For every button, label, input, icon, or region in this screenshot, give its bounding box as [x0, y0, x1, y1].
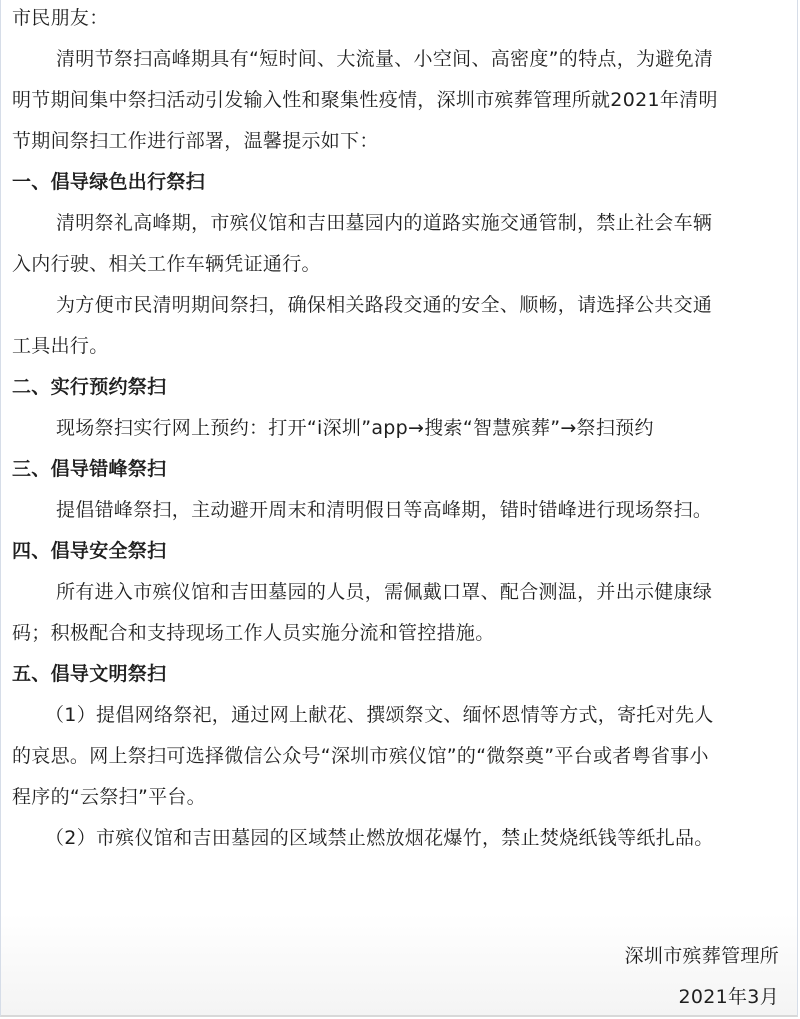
section-1-para-2-line-1: 为方便市民清明期间祭扫，确保相关路段交通的安全、顺畅，请选择公共交通 [56, 294, 713, 316]
section-5-heading: 五、倡导文明祭扫 [12, 663, 167, 685]
section-4-para-1-line-1: 所有进入市殡仪馆和吉田墓园的人员，需佩戴口罩、配合测温，并出示健康绿 [56, 581, 713, 603]
intro-line-3: 节期间祭扫工作进行部署，温馨提示如下： [12, 130, 379, 152]
section-4-heading: 四、倡导安全祭扫 [12, 540, 167, 562]
section-1-heading: 一、倡导绿色出行祭扫 [12, 171, 206, 193]
section-1-para-1-line-2: 入内行驶、相关工作车辆凭证通行。 [12, 253, 321, 275]
section-5-para-2: （2）市殡仪馆和吉田墓园的区域禁止燃放烟花爆竹，禁止焚烧纸钱等纸扎品。 [45, 827, 714, 849]
section-3-para-1: 提倡错峰祭扫，主动避开周末和清明假日等高峰期，错时错峰进行现场祭扫。 [56, 499, 713, 521]
section-2-heading: 二、实行预约祭扫 [12, 376, 167, 398]
section-4-para-1-line-2: 码；积极配合和支持现场工作人员实施分流和管控措施。 [12, 622, 495, 644]
greeting: 市民朋友： [12, 7, 109, 29]
section-5-para-1-line-2: 的哀思。网上祭扫可选择微信公众号“深圳市殡仪馆”的“微祭奠”平台或者粤省事小 [12, 745, 709, 767]
section-5-para-1-line-3: 程序的“云祭扫”平台。 [12, 786, 206, 808]
section-2-para-1: 现场祭扫实行网上预约：打开“i深圳”app→搜索“智慧殡葬”→祭扫预约 [56, 417, 654, 439]
signature-organization: 深圳市殡葬管理所 [624, 945, 779, 967]
section-5-para-1-line-1: （1）提倡网络祭祀，通过网上献花、撰颂祭文、缅怀恩情等方式，寄托对先人 [45, 704, 714, 726]
intro-line-1: 清明节祭扫高峰期具有“短时间、大流量、小空间、高密度”的特点，为避免清 [56, 48, 714, 70]
section-3-heading: 三、倡导错峰祭扫 [12, 458, 167, 480]
section-1-para-1-line-1: 清明祭礼高峰期，市殡仪馆和吉田墓园内的道路实施交通管制，禁止社会车辆 [56, 212, 713, 234]
intro-line-2: 明节期间集中祭扫活动引发输入性和聚集性疫情，深圳市殡葬管理所就2021年清明 [12, 89, 718, 111]
section-1-para-2-line-2: 工具出行。 [12, 335, 109, 357]
signature-date: 2021年3月 [678, 986, 779, 1008]
